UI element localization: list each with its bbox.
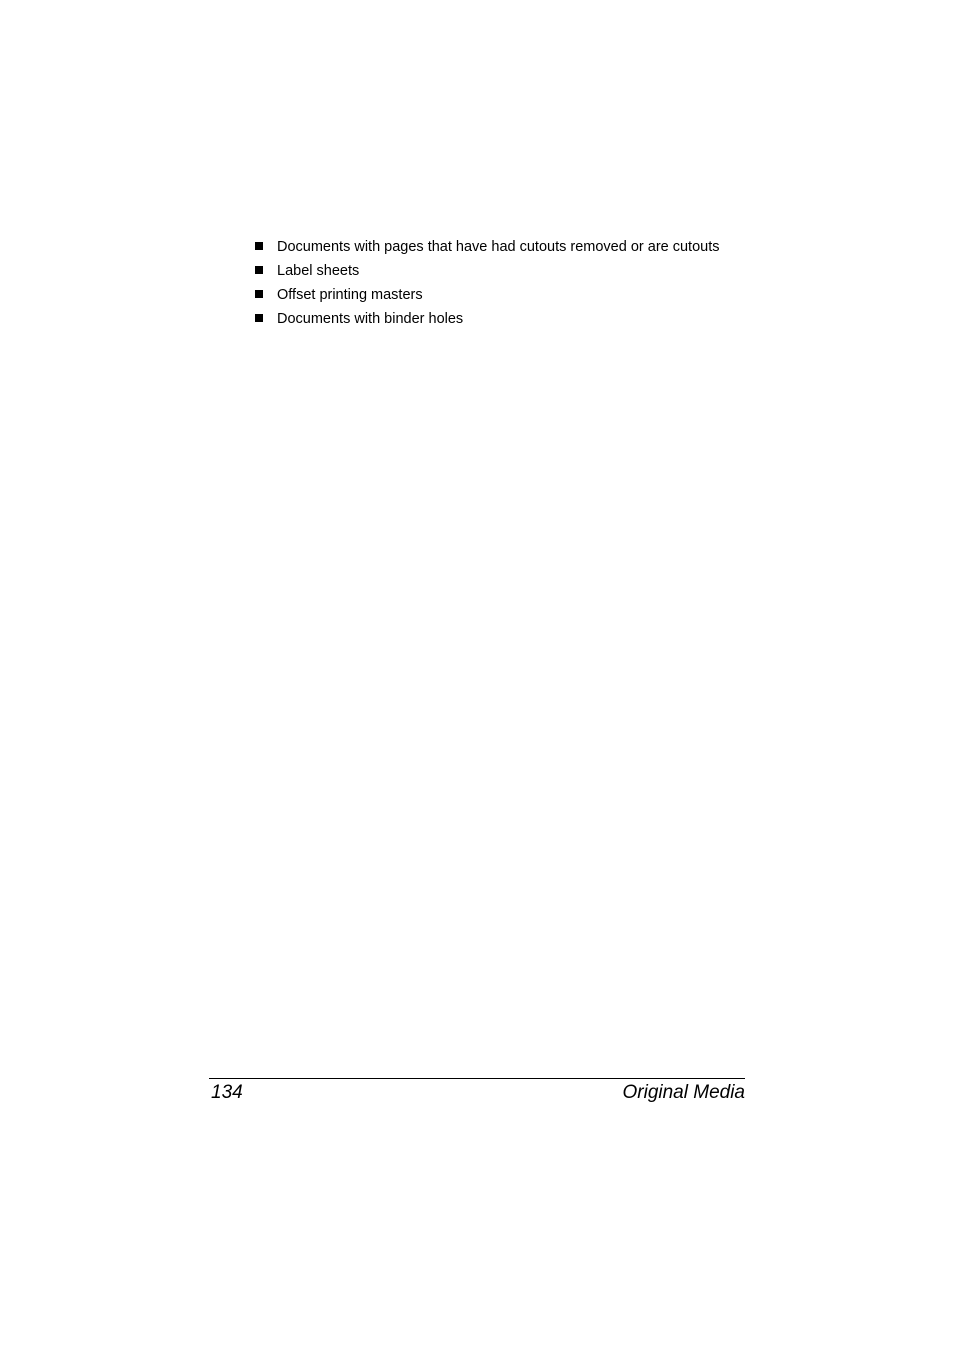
- page-number: 134: [211, 1082, 243, 1103]
- page-footer: [209, 1081, 745, 1107]
- bullet-list: [254, 237, 720, 333]
- footer-divider: [209, 1078, 745, 1079]
- square-bullet-icon: [255, 314, 263, 322]
- square-bullet-icon: [255, 266, 263, 274]
- list-item: [254, 261, 720, 285]
- list-item-text: Documents with binder holes: [277, 311, 464, 327]
- list-item-text: Documents with pages that have had cutouts removed or are cutouts: [277, 239, 720, 255]
- list-item: [254, 309, 720, 333]
- list-item: [254, 285, 720, 309]
- square-bullet-icon: [255, 242, 263, 250]
- section-title: Original Media: [622, 1082, 745, 1103]
- list-item-text: Offset printing masters: [277, 287, 423, 303]
- square-bullet-icon: [255, 290, 263, 298]
- list-item: [254, 237, 720, 261]
- list-item-text: Label sheets: [277, 263, 360, 279]
